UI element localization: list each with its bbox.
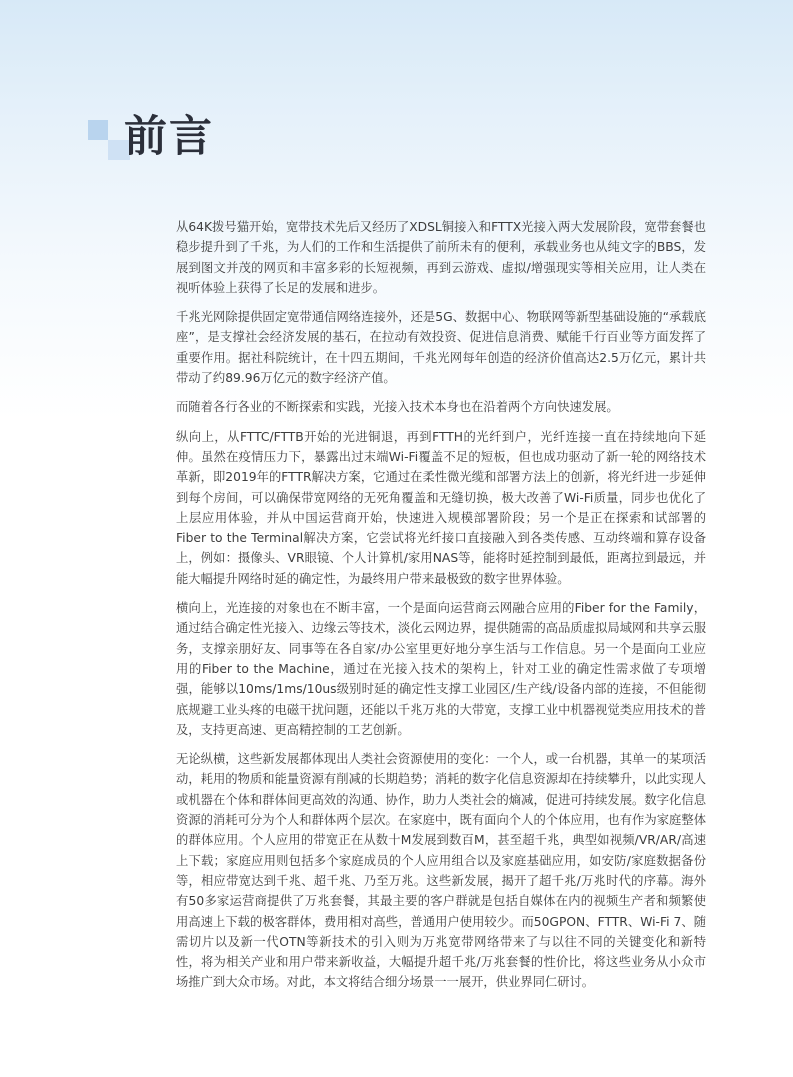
decoration-square-top xyxy=(88,120,108,140)
paragraph-gigabit-network: 千兆光网除提供固定宽带通信网络连接外，还是5G、数据中心、物联网等新型基础设施的“承载底座”，是支撑社会经济发展的基石，在拉动有效投资、促进信息消费、赋能千行百业等方面发挥了重要作用。据社科院统计，在十四五期间，千兆光网每年创造的经济价值高达2.5万亿元，累计共带动了约89.96万亿元的数字经济产值。 xyxy=(176,310,706,386)
paragraph-vertical-development: 纵向上，从FTTC/FTTB开始的光进铜退，再到FTTH的光纤到户，光纤连接一直在持续地向下延伸。虽然在疫情压力下，暴露出过末端Wi-Fi覆盖不足的短板，但也成功驱动了新一轮的网络技术革新，即2019年的FTTR解决方案，它通过在柔性微光缆和部署方法上的创新，将光纤进一步延伸到每个房间，可以确保带宽网络的无死角覆盖和无缝切换，极大改善了Wi-Fi质量，同步也优化了上层应用体验，并从中国运营商开始，快速进入规模部署阶段；另一个是正在探索和试部署的Fiber to the Terminal解决方案，它尝试将光纤接口直接融入到各类传感、互动终端和算存设备上，例如：摄像头、VR眼镜、个人计算机/家用NAS等，能将时延控制到最低，距离拉到最远，并能大幅提升网络时延的确定性，为最终用户带来最极致的数字世界体验。 xyxy=(176,429,706,586)
paragraph-two-directions: 而随着各行各业的不断探索和实践，光接入技术本身也在沿着两个方向快速发展。 xyxy=(176,400,619,415)
paragraph-resource-usage: 无论纵横，这些新发展都体现出人类社会资源使用的变化：一个人，或一台机器，其单一的某项活动，耗用的物质和能量资源有削减的长期趋势；消耗的数字化信息资源却在持续攀升，以此实现人或机器在个体和群体间更高效的沟通、协作，助力人类社会的熵减，促进可持续发展。数字化信息资源的消耗可分为个人和群体两个层次。在家庭中，既有面向个人的个体应用，也有作为家庭整体的群体应用。个人应用的带宽正在从数十M发展到数百M，甚至超千兆，典型如视频/VR/AR/高速上下载；家庭应用则包括多个家庭成员的个人应用组合以及家庭基础应用，如安防/家庭数据备份等，相应带宽达到千兆、超千兆、乃至万兆。这些新发展，揭开了超千兆/万兆时代的序幕。海外有50多家运营商提供了万兆套餐，其最主要的客户群就是包括自媒体在内的视频生产者和频繁使用高速上下载的极客群体，费用相对高些，普通用户使用较少。而50GPON、FTTR、Wi-Fi 7、随需切片以及新一代OTN等新技术的引入则为万兆宽带网络带来了与以往不同的关键变化和新特性，将为相关产业和用户带来新收益，大幅提升超千兆/万兆套餐的性价比，将这些业务从小众市场推广到大众市场。对此，本文将结合细分场景一一展开，供业界同仁研讨。 xyxy=(176,752,706,990)
page-title: 前言 xyxy=(124,112,214,162)
paragraph-broadband-history: 从64K拨号猫开始，宽带技术先后又经历了XDSL铜接入和FTTX光接入两大发展阶段，宽带套餐也稳步提升到了千兆，为人们的工作和生活提供了前所未有的便利，承载业务也从纯文字的BBS，发展到图文并茂的网页和丰富多彩的长短视频，再到云游戏、虚拟/增强现实等相关应用，让人类在视听体验上获得了长足的发展和进步。 xyxy=(176,220,706,295)
body-text xyxy=(176,217,706,1002)
paragraph-horizontal-development: 横向上，光连接的对象也在不断丰富，一个是面向运营商云网融合应用的Fiber for the Family，通过结合确定性光接入、边缘云等技术，淡化云网边界，提供随需的高品质虚拟局域网和共享云服务，支撑亲朋好友、同事等在各自家/办公室里更好地分享生活与工作信息。另一个是面向工业应用的Fiber to the Machine，通过在光接入技术的架构上，针对工业的确定性需求做了专项增强，能够以10ms/1ms/10us级别时延的确定性支撑工业园区/生产线/设备内部的连接，不但能彻底规避工业头疼的电磁干扰问题，还能以千兆万兆的大带宽，支撑工业中机器视觉类应用技术的普及，支持更高速、更高精控制的工艺创新。 xyxy=(176,601,706,737)
